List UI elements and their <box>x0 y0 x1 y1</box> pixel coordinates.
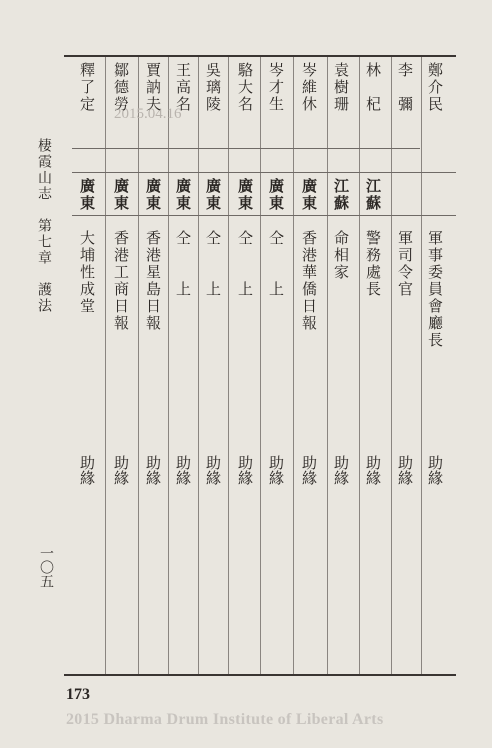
column-divider <box>228 57 229 674</box>
list-item-description: 軍事委員會廳長 <box>426 230 444 349</box>
list-item-description: 仝 上 <box>236 230 254 298</box>
list-item-note: 助緣 <box>174 455 192 485</box>
row-rule <box>72 148 420 149</box>
row-rule <box>72 215 456 216</box>
list-item-name: 釋了定 <box>78 62 96 113</box>
list-item-name: 鄒德勞 <box>112 62 130 113</box>
list-item-name: 岑才生 <box>267 62 285 113</box>
list-item-note: 助緣 <box>144 455 162 485</box>
list-item-note: 助緣 <box>300 455 318 485</box>
list-item-description: 香港華僑日報 <box>300 230 318 332</box>
column-divider <box>359 57 360 674</box>
column-divider <box>327 57 328 674</box>
list-item-province: 廣東 <box>300 178 318 212</box>
list-item-name: 李 彌 <box>396 62 414 113</box>
list-item-province: 廣東 <box>204 178 222 212</box>
list-item-note: 助緣 <box>204 455 222 485</box>
list-item-description: 軍司令官 <box>396 230 414 298</box>
list-item-name: 駱大名 <box>236 62 254 113</box>
list-item-name: 賈訥夫 <box>144 62 162 113</box>
list-item-name: 吳璃陵 <box>204 62 222 113</box>
list-item-note: 助緣 <box>426 455 444 485</box>
list-item-description: 仝 上 <box>174 230 192 298</box>
row-rule <box>72 172 456 173</box>
list-item-province: 廣東 <box>144 178 162 212</box>
list-item-province: 廣東 <box>174 178 192 212</box>
list-item-name: 王高名 <box>174 62 192 113</box>
list-item-description: 仝 上 <box>204 230 222 298</box>
list-item-note: 助緣 <box>236 455 254 485</box>
column-divider <box>168 57 169 674</box>
list-item-name: 鄭介民 <box>426 62 444 113</box>
date-stamp: 2015.04.16 <box>114 106 182 122</box>
list-item-description: 香港工商日報 <box>112 230 130 332</box>
list-item-province: 廣東 <box>78 178 96 212</box>
running-head: 棲霞山志 第七章 護法 <box>36 138 52 314</box>
list-item-province: 廣東 <box>236 178 254 212</box>
column-divider <box>198 57 199 674</box>
list-item-description: 香港星島日報 <box>144 230 162 332</box>
list-item-description: 命相家 <box>332 230 350 281</box>
page-number: 173 <box>66 686 90 703</box>
chinese-page-number: 一〇五 <box>38 546 54 588</box>
list-item-note: 助緣 <box>112 455 130 485</box>
watermark: 2015 Dharma Drum Institute of Liberal Arts <box>66 711 384 728</box>
list-item-note: 助緣 <box>396 455 414 485</box>
column-divider <box>293 57 294 674</box>
list-item-name: 林 杞 <box>364 62 382 113</box>
list-item-name: 袁樹珊 <box>332 62 350 113</box>
list-item-note: 助緣 <box>267 455 285 485</box>
list-item-description: 仝 上 <box>267 230 285 298</box>
list-item-note: 助緣 <box>332 455 350 485</box>
list-item-name: 岑維休 <box>300 62 318 113</box>
column-divider <box>260 57 261 674</box>
column-divider <box>105 57 106 674</box>
column-divider <box>421 57 422 674</box>
list-item-province: 江蘇 <box>332 178 350 212</box>
list-item-province: 廣東 <box>112 178 130 212</box>
list-item-description: 大埔性成堂 <box>78 230 96 315</box>
list-item-note: 助緣 <box>364 455 382 485</box>
list-item-province: 廣東 <box>267 178 285 212</box>
column-divider <box>391 57 392 674</box>
list-item-description: 警務處長 <box>364 230 382 298</box>
list-item-province: 江蘇 <box>364 178 382 212</box>
list-item-note: 助緣 <box>78 455 96 485</box>
bottom-rule <box>64 674 456 676</box>
column-divider <box>138 57 139 674</box>
